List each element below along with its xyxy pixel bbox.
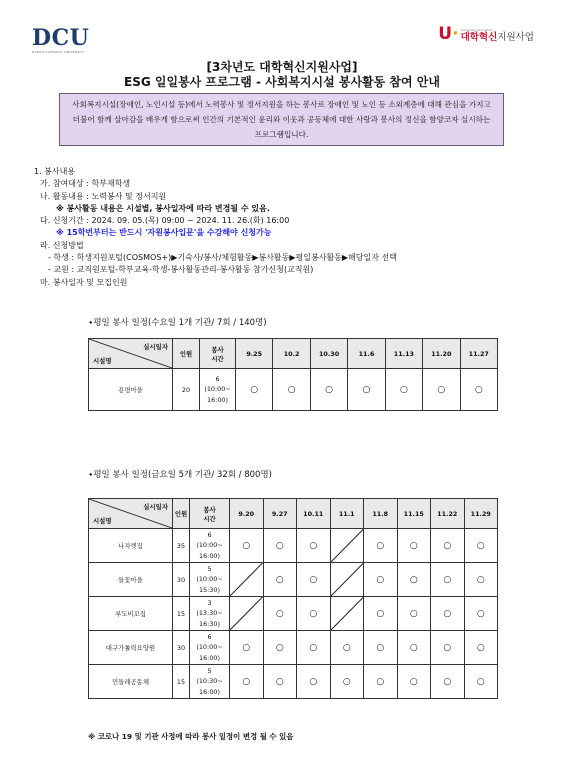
header-facility-label: 시설명	[93, 357, 112, 365]
people-count: 20	[173, 369, 200, 411]
unavailable-slot	[230, 563, 264, 597]
header-date-5: 11.20	[423, 339, 460, 369]
available-slot-icon: ○	[431, 631, 465, 665]
unavailable-slot	[330, 597, 364, 631]
header-time: 봉사 시간	[190, 499, 230, 529]
fri-schedule-title: ∙평일 봉사 일정(금요일 5개 기관/ 32회 / 800명)	[88, 470, 272, 480]
available-slot-icon: ○	[273, 369, 310, 411]
header-date-4: 11.13	[385, 339, 422, 369]
header-date-1: 9.27	[263, 499, 297, 529]
service-time-line: 16:00)	[199, 551, 220, 560]
header-date-4: 11.8	[364, 499, 398, 529]
service-time-line: (10:00~	[196, 575, 223, 584]
header-date-0: 9.25	[236, 339, 273, 369]
service-time-line: (13:30~	[196, 609, 223, 618]
slash-icon	[331, 529, 364, 562]
schedule-change-note: ※ 코로나 19 및 기관 사정에 따라 봉사 일정이 변경 될 수 있음	[88, 732, 294, 741]
available-slot-icon: ○	[364, 563, 398, 597]
schedule-line: 마. 봉사일자 및 모집인원	[40, 277, 128, 287]
facility-name: 민들레공동체	[89, 665, 173, 699]
header-date-6: 11.27	[460, 339, 497, 369]
wed-schedule-table	[88, 338, 498, 411]
table-row	[89, 665, 498, 699]
dcu-logo-sub: DAEGU CATHOLIC UNIVERSITY	[32, 50, 85, 54]
available-slot-icon: ○	[263, 597, 297, 631]
available-slot-icon: ○	[464, 631, 498, 665]
unavailable-slot	[330, 529, 364, 563]
available-slot-icon: ○	[330, 631, 364, 665]
activity-line: 나. 활동내용 : 노력봉사 및 정서지원	[40, 191, 167, 201]
available-slot-icon: ○	[464, 597, 498, 631]
innovation-logo-small: University Innovation	[460, 27, 493, 32]
activity-note: ※ 봉사활동 내용은 시설별, 봉사일자에 따라 변경될 수 있음.	[56, 203, 270, 213]
service-time-line: (10:00~	[196, 541, 223, 550]
facility-name: 용평마을	[89, 369, 173, 411]
intro-box: 사회복지시설(장애인, 노인시설 등)에서 노력봉사 및 정서지원을 하는 봉사로 장애인 및 노인 등 소외계층에 대해 관심을 가지고 더불어 함께 살아감을 배우게 함으로써 인간의 기본적인 윤리와 이웃과 공동체에 대한 사랑과 봉사의 정신을 함양코자 실시하는 프로그램입니다.	[59, 93, 504, 146]
service-time	[200, 369, 236, 411]
available-slot-icon: ○	[297, 597, 331, 631]
people-count: 35	[173, 529, 190, 563]
available-slot-icon: ○	[464, 563, 498, 597]
available-slot-icon: ○	[397, 529, 431, 563]
facility-name: 나자렛집	[89, 529, 173, 563]
available-slot-icon: ○	[423, 369, 460, 411]
available-slot-icon: ○	[297, 529, 331, 563]
service-time-line: 16:00)	[207, 395, 228, 404]
fri-schedule-table	[88, 498, 498, 699]
facility-name: 대구가톨릭요양원	[89, 631, 173, 665]
available-slot-icon: ○	[330, 665, 364, 699]
service-time-line: 6	[207, 633, 212, 642]
method-student: - 학생 : 학생지원포털(COSMOS+)▶기숙사/봉사/체험활동▶봉사활동▶평일봉사활동▶해당일자 선택	[48, 253, 397, 263]
available-slot-icon: ○	[364, 529, 398, 563]
header-date-5: 11.15	[397, 499, 431, 529]
table-row	[89, 369, 498, 411]
page-title-line2: ESG 일일봉사 프로그램 - 사회복지시설 봉사활동 참여 안내	[124, 75, 440, 89]
table-row	[89, 563, 498, 597]
people-count: 30	[173, 631, 190, 665]
available-slot-icon: ○	[397, 631, 431, 665]
service-time-line: (10:30~	[196, 677, 223, 686]
available-slot-icon: ○	[310, 369, 347, 411]
wed-schedule-title: ∙평일 봉사 일정(수요일 1개 기관/ 7회 / 140명)	[88, 318, 267, 328]
header-diagonal-cell	[89, 499, 173, 529]
period-note: ※ 15학번부터는 반드시 '자원봉사입문'을 수강해야 신청가능	[56, 228, 272, 238]
available-slot-icon: ○	[263, 631, 297, 665]
service-time	[190, 665, 230, 699]
available-slot-icon: ○	[263, 665, 297, 699]
header-date-3: 11.6	[348, 339, 385, 369]
header-time: 봉사 시간	[200, 339, 236, 369]
available-slot-icon: ○	[297, 563, 331, 597]
service-time-line: 3	[207, 599, 212, 608]
service-time-line: 6	[207, 531, 212, 540]
target-line: 가. 참여대상 : 학부재학생	[40, 179, 131, 189]
university-innovation-logo	[438, 26, 534, 43]
available-slot-icon: ○	[297, 665, 331, 699]
available-slot-icon: ○	[297, 631, 331, 665]
people-count: 15	[173, 665, 190, 699]
available-slot-icon: ○	[364, 631, 398, 665]
dcu-logo	[32, 27, 89, 54]
service-time-line: 15:30)	[199, 585, 220, 594]
page-title-line1: [3차년도 대학혁신지원사업]	[206, 60, 358, 74]
table-row	[89, 597, 498, 631]
service-time-line: 5	[207, 667, 212, 676]
available-slot-icon: ○	[397, 665, 431, 699]
service-time-line: 16:00)	[199, 653, 220, 662]
available-slot-icon: ○	[230, 665, 264, 699]
header-date-label: 실시일자	[143, 343, 168, 351]
available-slot-icon: ○	[431, 597, 465, 631]
available-slot-icon: ○	[385, 369, 422, 411]
table-row	[89, 631, 498, 665]
available-slot-icon: ○	[397, 597, 431, 631]
header-date-6: 11.22	[431, 499, 465, 529]
table-row	[89, 529, 498, 563]
header-diagonal-cell	[89, 339, 173, 369]
available-slot-icon: ○	[464, 529, 498, 563]
available-slot-icon: ○	[460, 369, 497, 411]
header-date-1: 10.2	[273, 339, 310, 369]
period-line: 다. 신청기간 : 2024. 09. 05.(목) 09:00 ~ 2024. 11. 26.(화) 16:00	[40, 216, 290, 226]
service-time-line: (10:00~	[196, 643, 223, 652]
available-slot-icon: ○	[236, 369, 273, 411]
header-date-2: 10.11	[297, 499, 331, 529]
service-time	[190, 563, 230, 597]
unavailable-slot	[230, 597, 264, 631]
service-time-line: 16:00)	[199, 687, 220, 696]
available-slot-icon: ○	[431, 563, 465, 597]
program-details	[34, 166, 397, 289]
header-date-3: 11.1	[330, 499, 364, 529]
section-heading: 1. 봉사내용	[34, 167, 76, 176]
innovation-logo-main: 대학혁신지원사업	[460, 31, 534, 43]
facility-name: 루도비꼬집	[89, 597, 173, 631]
available-slot-icon: ○	[348, 369, 385, 411]
slash-icon	[230, 563, 263, 596]
innovation-u-icon: U·	[438, 24, 459, 44]
header-facility-label: 시설명	[93, 517, 112, 525]
available-slot-icon: ○	[397, 563, 431, 597]
slash-icon	[331, 563, 364, 596]
header-people: 인원	[173, 339, 200, 369]
service-time	[190, 597, 230, 631]
available-slot-icon: ○	[230, 529, 264, 563]
method-staff: - 교원 : 교직원포털-학부교육-학생-봉사활동관리-봉사활동 참가신청(교직원)	[48, 265, 314, 275]
available-slot-icon: ○	[464, 665, 498, 699]
header-date-2: 10.30	[310, 339, 347, 369]
available-slot-icon: ○	[364, 665, 398, 699]
available-slot-icon: ○	[263, 529, 297, 563]
people-count: 30	[173, 563, 190, 597]
available-slot-icon: ○	[431, 529, 465, 563]
unavailable-slot	[330, 563, 364, 597]
available-slot-icon: ○	[431, 665, 465, 699]
facility-name: 들꽃마을	[89, 563, 173, 597]
table-header-row	[89, 339, 498, 369]
service-time	[190, 529, 230, 563]
header-date-label: 실시일자	[143, 503, 168, 511]
people-count: 15	[173, 597, 190, 631]
table-header-row	[89, 499, 498, 529]
available-slot-icon: ○	[263, 563, 297, 597]
service-time-line: 6	[215, 375, 220, 384]
slash-icon	[331, 597, 364, 630]
available-slot-icon: ○	[230, 631, 264, 665]
dcu-logo-mark: DCU	[32, 25, 90, 51]
header-people: 인원	[173, 499, 190, 529]
service-time-line: (10:00~	[204, 385, 231, 394]
method-line: 라. 신청방법	[40, 240, 84, 250]
available-slot-icon: ○	[364, 597, 398, 631]
service-time	[190, 631, 230, 665]
slash-icon	[230, 597, 263, 630]
service-time-line: 5	[207, 565, 212, 574]
header-date-7: 11.29	[464, 499, 498, 529]
header-date-0: 9.20	[230, 499, 264, 529]
service-time-line: 16:30)	[199, 619, 220, 628]
